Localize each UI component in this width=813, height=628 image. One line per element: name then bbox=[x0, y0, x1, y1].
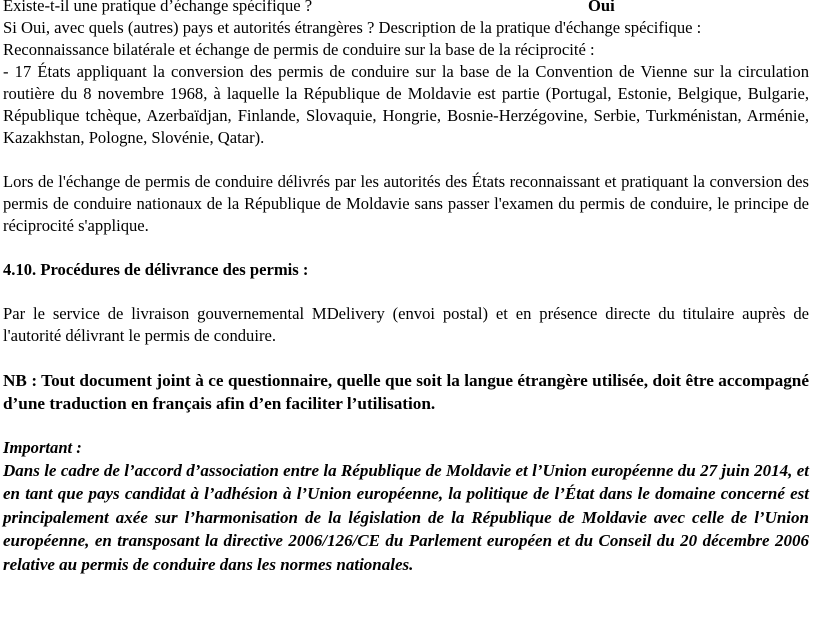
exchange-question: Existe-t-il une pratique d’échange spécifique ? bbox=[3, 0, 313, 15]
exchange-question-line bbox=[3, 0, 809, 17]
spacer bbox=[3, 415, 809, 437]
delivery-paragraph: Par le service de livraison gouvernemental MDelivery (envoi postal) et en présence directe du titulaire auprès de l'autorité délivrant le permis de conduire. bbox=[3, 304, 809, 345]
important-title: Important : bbox=[3, 438, 82, 457]
section-heading: 4.10. Procédures de délivrance des permis : bbox=[3, 260, 309, 279]
exchange-answer: Oui bbox=[588, 0, 615, 15]
spacer bbox=[3, 149, 809, 171]
vienna-convention-paragraph: - 17 États appliquant la conversion des permis de conduire sur la base de la Convention de Vienne sur la circulation routière du 8 novembre 1968, à laquelle la République de Moldavie est partie (Portugal, Estonie, Belgique, Bulgarie, République tchèque, Azerbaïdjan, Finlande, Slovaquie, Hongrie, Bosnie-Herzégovine, Serbie, Turkménistan, Arménie, Kazakhstan, Pologne, Slovénie, Qatar). bbox=[3, 62, 809, 147]
document-page bbox=[3, 0, 809, 576]
spacer bbox=[3, 281, 809, 303]
spacer bbox=[3, 347, 809, 369]
reciprocity-paragraph: Lors de l'échange de permis de conduire délivrés par les autorités des États reconnaissant et pratiquant la conversion des permis de conduire nationaux de la République de Moldavie sans passer l'examen du permis de conduire, le principe de réciprocité s'applique. bbox=[3, 172, 809, 235]
nb-paragraph: NB : Tout document joint à ce questionnaire, quelle que soit la langue étrangère utilisée, doit être accompagné d’une traduction en français afin d’en faciliter l’utilisation. bbox=[3, 371, 809, 413]
important-body: Dans le cadre de l’accord d’association entre la République de Moldavie et l’Union européenne du 27 juin 2014, et en tant que pays candidat à l’adhésion à l’Union européenne, la politique de l’État dans le domaine concerné est principalement axée sur l’harmonisation de la législation de la République de Moldavie avec celle de l’Union européenne, en transposant la directive 2006/126/CE du Parlement européen et du Conseil du 20 décembre 2006 relative au permis de conduire dans les normes nationales. bbox=[3, 461, 809, 574]
followup-question: Si Oui, avec quels (autres) pays et autorités étrangères ? Description de la pratique d'échange spécifique : bbox=[3, 18, 702, 37]
spacer bbox=[3, 237, 809, 259]
bilateral-intro: Reconnaissance bilatérale et échange de permis de conduire sur la base de la réciprocité : bbox=[3, 40, 595, 59]
